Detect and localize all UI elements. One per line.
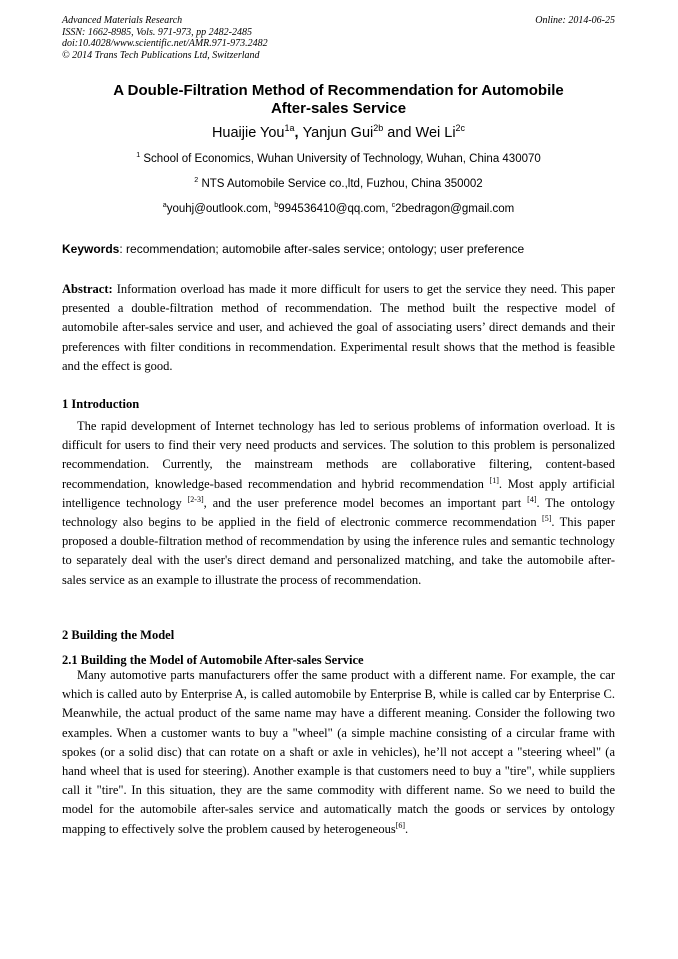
email-a[interactable]: youhj@outlook.com, — [166, 203, 272, 215]
email-c-sup: c — [391, 201, 396, 210]
abstract-label: Abstract: — [62, 282, 113, 296]
keywords-text: : recommendation; automobile after-sales service; ontology; user preference — [119, 242, 525, 256]
intro-text-3: , and the user preference model becomes an important part — [203, 495, 528, 510]
copyright-line: © 2014 Trans Tech Publications Ltd, Switzerland — [62, 49, 260, 61]
affiliation-1 — [62, 152, 615, 166]
citation-4[interactable]: [4] — [527, 494, 537, 504]
author-3-sup: 2c — [455, 123, 466, 134]
citation-6[interactable]: [6] — [395, 820, 406, 830]
email-b[interactable]: 994536410@qq.com, — [278, 203, 389, 215]
email-c[interactable]: 2bedragon@gmail.com — [395, 203, 515, 215]
intro-text-5: . This paper proposed a double-filtration method of recommendation by using the inference rules and semantic technology to separately deal with the user's direct demand and personalized matching, and take the automobile after-sales service as an example to illustrate the process of recommendation. — [62, 515, 615, 587]
abstract-text: Information overload has made it more difficult for users to get the service they need. This paper presented a double-filtration method of recommendation. The method built the respective model of automobile after-sales service and user, and achieved the goal of associating users’ direct demands and their preferences with filter conditions in recommendation. Experimental result shows that the method is feasible and the effect is good. — [62, 282, 615, 373]
journal-name: Advanced Materials Research — [62, 15, 183, 26]
author-3-name: Wei Li — [415, 125, 456, 141]
affiliation-2-num: 2 — [194, 176, 199, 185]
author-emails — [62, 202, 615, 216]
section-heading-building-model: 2 Building the Model — [62, 628, 175, 642]
affiliation-1-num: 1 — [136, 151, 141, 160]
author-and: and — [387, 125, 412, 141]
online-date: Online: 2014-06-25 — [535, 15, 615, 26]
affiliation-2 — [62, 177, 615, 191]
keywords-label: Keywords — [62, 242, 120, 256]
citation-1[interactable]: [1] — [489, 475, 499, 485]
subsection-heading-2-1: 2.1 Building the Model of Automobile After-sales Service — [62, 653, 364, 667]
keywords — [62, 242, 615, 257]
issn-line: ISSN: 1662-8985, Vols. 971-973, pp 2482-2485 — [62, 26, 252, 38]
paper-title — [62, 82, 615, 118]
section-2-text-1: Many automotive parts manufacturers offer the same product with a different name. For example, the car which is called auto by Enterprise A, is called automobile by Enterprise B, while is called car by Enterprise C. Meanwhile, the actual product of the same name may have a different meaning. Consider the following two examples. When a customer wants to buy a "wheel" (a simple machine consisting of a circular frame with spokes (or a solid disc) that can rotate on a shaft or axle in vehicles), he’ll not accept a "steering wheel" (a hand wheel that is used for steering). Another example is that customers need to buy a "tire", while suppliers call it "tire". In this situation, they are the same commodity with different name. So we need to build the model for the automobile after-sales service and automatically match the goods or services by ontology mapping to effectively solve the problem caused by heterogeneous — [62, 668, 615, 836]
author-separator: , — [294, 125, 303, 141]
abstract — [62, 280, 615, 376]
doi-line: doi:10.4028/www.scientific.net/AMR.971-973.2482 — [62, 38, 268, 49]
author-list — [62, 124, 615, 142]
title-line-2: After-sales Service — [270, 100, 407, 117]
section-2-1-paragraph — [62, 666, 615, 839]
author-1-sup: 1a — [284, 123, 295, 134]
intro-text-2: . Most apply artificial intelligence technology — [62, 476, 615, 510]
citation-5[interactable]: [5] — [542, 513, 552, 523]
email-b-sup: b — [274, 201, 279, 210]
email-a-sup: a — [162, 201, 167, 210]
intro-text-4: . The ontology technology also begins to be applied in the field of electronic commerce recommendation — [62, 495, 616, 530]
journal-header — [62, 15, 615, 61]
section-2-text-2: . — [405, 821, 409, 836]
intro-text-1: The rapid development of Internet technology has led to serious problems of information overload. It is difficult for users to find their very need products and services. The solution to this problem is personalized recommendation. Currently, the mainstream methods are collaborative filtering, content-based recommendation, knowledge-based recommendation and hybrid recommendation — [62, 419, 615, 491]
citation-2-3[interactable]: [2-3] — [187, 494, 204, 504]
author-1-name: Huaijie You — [211, 125, 285, 141]
section-heading-introduction: 1 Introduction — [62, 397, 140, 411]
title-line-1: A Double-Filtration Method of Recommendation for Automobile — [113, 82, 564, 99]
introduction-paragraph — [62, 417, 615, 590]
affiliation-1-text: School of Economics, Wuhan University of Technology, Wuhan, China 430070 — [143, 153, 541, 165]
affiliation-2-text: NTS Automobile Service co.,ltd, Fuzhou, China 350002 — [201, 178, 483, 190]
author-2-sup: 2b — [373, 123, 384, 134]
author-2-name: Yanjun Gui — [302, 125, 374, 141]
